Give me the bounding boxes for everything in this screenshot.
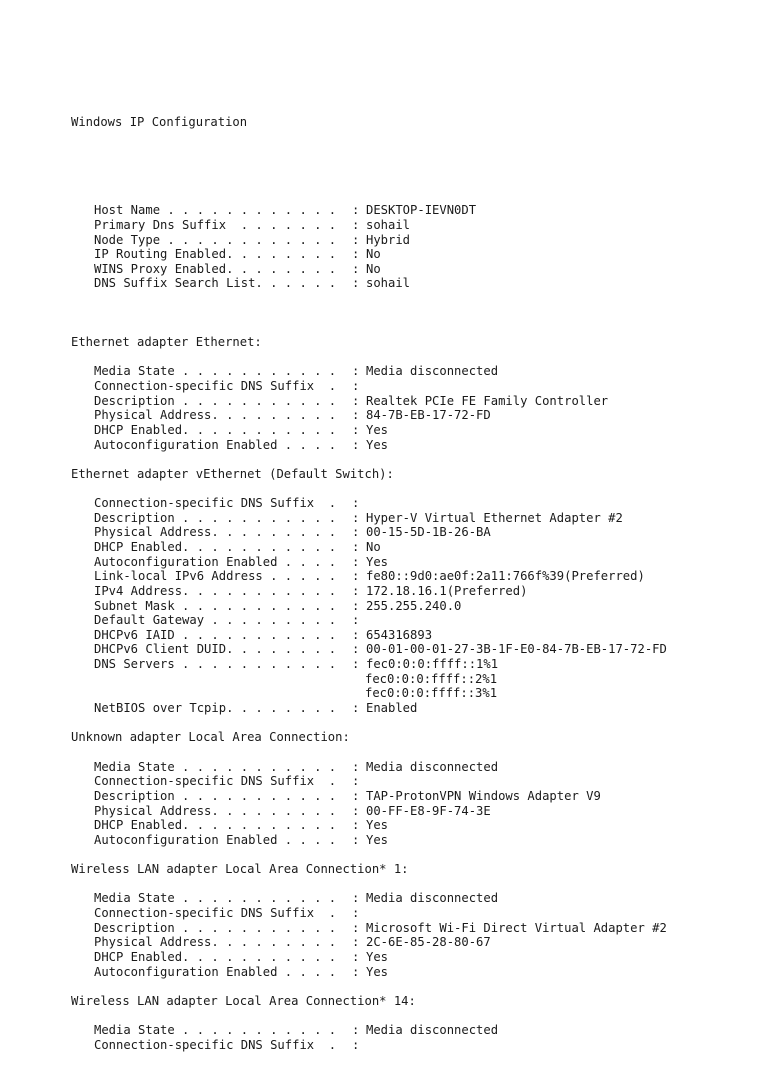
property-separator: : — [352, 642, 360, 657]
property-separator: : — [352, 598, 360, 613]
spacer — [71, 847, 768, 862]
property-value: sohail — [366, 217, 411, 232]
global-settings — [71, 203, 768, 291]
property-label: Connection-specific DNS Suffix . — [94, 378, 337, 393]
property-value: 172.18.16.1(Preferred) — [366, 583, 528, 598]
property-label: Media State . . . . . . . . . . . — [94, 1023, 337, 1038]
property-row — [71, 394, 768, 409]
property-label: WINS Proxy Enabled. . . . . . . . — [94, 261, 337, 276]
property-separator: : — [352, 657, 360, 672]
property-separator: : — [352, 393, 360, 408]
property-row — [71, 965, 768, 980]
property-separator: : — [352, 701, 360, 716]
property-row — [71, 569, 768, 584]
adapter-heading: Unknown adapter Local Area Connection: — [71, 730, 350, 745]
property-value: Yes — [366, 422, 389, 437]
property-value: 2C-6E-85-28-80-67 — [366, 935, 491, 950]
property-label: Physical Address. . . . . . . . . — [94, 408, 337, 423]
property-row — [71, 262, 768, 277]
property-label: DHCP Enabled. . . . . . . . . . . — [94, 818, 337, 833]
property-row — [71, 555, 768, 570]
property-value: fe80::9d0:ae0f:2a11:766f%39(Preferred) — [366, 569, 645, 584]
property-separator: : — [352, 378, 360, 393]
property-separator: : — [352, 510, 360, 525]
property-label: DHCPv6 Client DUID. . . . . . . . — [94, 642, 337, 657]
property-separator: : — [352, 935, 360, 950]
property-separator: : — [352, 613, 360, 628]
property-value: Hyper-V Virtual Ethernet Adapter #2 — [366, 510, 623, 525]
property-label: DNS Suffix Search List. . . . . . — [94, 276, 337, 291]
spacer — [71, 350, 768, 365]
property-label: Connection-specific DNS Suffix . — [94, 774, 337, 789]
property-row — [71, 247, 768, 262]
property-row — [71, 218, 768, 233]
property-separator: : — [352, 1037, 360, 1052]
property-row — [71, 921, 768, 936]
property-value: No — [366, 247, 381, 262]
property-separator: : — [352, 832, 360, 847]
adapter-heading: Ethernet adapter Ethernet: — [71, 335, 262, 350]
property-value: Yes — [366, 949, 389, 964]
property-value: TAP-ProtonVPN Windows Adapter V9 — [366, 788, 601, 803]
property-separator: : — [352, 261, 360, 276]
property-label: Description . . . . . . . . . . . — [94, 393, 337, 408]
property-value: Yes — [366, 818, 389, 833]
property-separator: : — [352, 247, 360, 262]
property-label: Description . . . . . . . . . . . — [94, 920, 337, 935]
spacer — [71, 716, 768, 731]
property-separator: : — [352, 554, 360, 569]
property-label: Media State . . . . . . . . . . . — [94, 891, 337, 906]
property-row — [71, 935, 768, 950]
property-separator: : — [352, 627, 360, 642]
property-row — [71, 774, 768, 789]
property-label: IP Routing Enabled. . . . . . . . — [94, 247, 337, 262]
property-row — [71, 906, 768, 921]
config-title: Windows IP Configuration — [71, 115, 248, 130]
property-value: Media disconnected — [366, 759, 499, 774]
property-label: DHCP Enabled. . . . . . . . . . . — [94, 539, 337, 554]
property-separator: : — [352, 203, 360, 218]
property-separator: : — [352, 539, 360, 554]
property-separator: : — [352, 774, 360, 789]
property-separator: : — [352, 422, 360, 437]
property-row — [71, 438, 768, 453]
property-separator: : — [352, 437, 360, 452]
property-label: Connection-specific DNS Suffix . — [94, 1037, 337, 1052]
property-value: 00-15-5D-1B-26-BA — [366, 525, 491, 540]
property-value: sohail — [366, 276, 411, 291]
property-value: Media disconnected — [366, 364, 499, 379]
property-row — [71, 525, 768, 540]
property-separator: : — [352, 759, 360, 774]
property-label: DHCP Enabled. . . . . . . . . . . — [94, 422, 337, 437]
property-row — [71, 496, 768, 511]
spacer — [71, 320, 768, 335]
property-row — [71, 950, 768, 965]
property-value: 84-7B-EB-17-72-FD — [366, 408, 491, 423]
property-value: DESKTOP-IEVN0DT — [366, 203, 477, 218]
property-separator: : — [352, 232, 360, 247]
property-value: No — [366, 261, 381, 276]
property-value: Enabled — [366, 701, 418, 716]
property-label: Node Type . . . . . . . . . . . . — [94, 232, 337, 247]
property-row — [71, 408, 768, 423]
property-row — [71, 1038, 768, 1053]
spacer — [71, 1008, 768, 1023]
property-label: Autoconfiguration Enabled . . . . — [94, 554, 337, 569]
property-row — [71, 540, 768, 555]
property-separator: : — [352, 583, 360, 598]
property-row — [71, 276, 768, 291]
spacer — [71, 877, 768, 892]
property-label: Autoconfiguration Enabled . . . . — [94, 832, 337, 847]
property-value: Hybrid — [366, 232, 411, 247]
property-row — [71, 789, 768, 804]
property-separator: : — [352, 949, 360, 964]
property-label: Connection-specific DNS Suffix . — [94, 496, 337, 511]
property-row — [71, 379, 768, 394]
property-label: Physical Address. . . . . . . . . — [94, 803, 337, 818]
property-row — [71, 701, 768, 716]
property-separator: : — [352, 803, 360, 818]
property-label: DNS Servers . . . . . . . . . . . — [94, 657, 337, 672]
property-row — [71, 760, 768, 775]
property-separator: : — [352, 788, 360, 803]
property-separator: : — [352, 364, 360, 379]
property-separator: : — [352, 1023, 360, 1038]
property-row — [71, 818, 768, 833]
property-value: 255.255.240.0 — [366, 598, 462, 613]
property-label: Media State . . . . . . . . . . . — [94, 364, 337, 379]
property-separator: : — [352, 525, 360, 540]
property-label: Default Gateway . . . . . . . . . — [94, 613, 337, 628]
property-row — [71, 584, 768, 599]
property-row — [71, 657, 768, 672]
property-value: 654316893 — [366, 627, 433, 642]
property-label: DHCP Enabled. . . . . . . . . . . — [94, 949, 337, 964]
property-label: Connection-specific DNS Suffix . — [94, 906, 337, 920]
property-label: Description . . . . . . . . . . . — [94, 510, 337, 525]
property-value: Realtek PCIe FE Family Controller — [366, 393, 609, 408]
property-label: Physical Address. . . . . . . . . — [94, 525, 337, 540]
property-label: NetBIOS over Tcpip. . . . . . . . — [94, 701, 337, 716]
adapter-heading: Wireless LAN adapter Local Area Connection* 14: — [71, 993, 416, 1008]
property-row — [71, 203, 768, 218]
property-value: Media disconnected — [366, 891, 499, 906]
adapter-heading: Wireless LAN adapter Local Area Connection* 1: — [71, 862, 409, 877]
adapter-heading: Ethernet adapter vEthernet (Default Switch): — [71, 466, 394, 481]
spacer — [71, 452, 768, 467]
property-value: Microsoft Wi-Fi Direct Virtual Adapter #2 — [366, 920, 667, 935]
property-row — [71, 599, 768, 614]
spacer — [71, 481, 768, 496]
property-label: IPv4 Address. . . . . . . . . . . — [94, 583, 337, 598]
property-label: Media State . . . . . . . . . . . — [94, 759, 337, 774]
spacer — [71, 979, 768, 994]
property-value: fec0:0:0:ffff::1%1 — [366, 657, 499, 672]
property-label: Physical Address. . . . . . . . . — [94, 935, 337, 950]
property-row — [71, 613, 768, 628]
property-label: Primary Dns Suffix . . . . . . . — [94, 217, 337, 232]
property-separator: : — [352, 569, 360, 584]
spacer — [71, 745, 768, 760]
property-separator: : — [352, 496, 360, 511]
property-value: Yes — [366, 437, 389, 452]
property-row — [71, 511, 768, 526]
property-value: Yes — [366, 832, 389, 847]
property-value: Yes — [366, 964, 389, 979]
property-label: Description . . . . . . . . . . . — [94, 788, 337, 803]
property-value: No — [366, 539, 381, 554]
property-row — [71, 804, 768, 819]
spacer — [71, 159, 768, 174]
property-label: Autoconfiguration Enabled . . . . — [94, 437, 337, 452]
ipconfig-output — [71, 86, 768, 1067]
property-separator: : — [352, 217, 360, 232]
property-value-continued: fec0:0:0:ffff::2%1 — [365, 671, 498, 686]
property-separator: : — [352, 891, 360, 906]
property-value: Media disconnected — [366, 1023, 499, 1038]
property-separator: : — [352, 920, 360, 935]
property-separator: : — [352, 276, 360, 291]
adapter-list — [71, 320, 768, 1052]
property-row — [71, 423, 768, 438]
property-row — [71, 642, 768, 657]
property-label: Link-local IPv6 Address . . . . . — [94, 569, 337, 584]
property-row — [71, 1023, 768, 1038]
property-separator: : — [352, 408, 360, 423]
property-label: Host Name . . . . . . . . . . . . — [94, 203, 337, 218]
property-separator: : — [352, 906, 360, 920]
property-value-continued: fec0:0:0:ffff::3%1 — [365, 686, 498, 701]
property-separator: : — [352, 964, 360, 979]
property-row — [71, 233, 768, 248]
property-label: Autoconfiguration Enabled . . . . — [94, 964, 337, 979]
property-row — [71, 628, 768, 643]
property-value: Yes — [366, 554, 389, 569]
property-row — [71, 891, 768, 906]
property-label: Subnet Mask . . . . . . . . . . . — [94, 598, 337, 613]
property-value: 00-01-00-01-27-3B-1F-E0-84-7B-EB-17-72-FD — [366, 642, 667, 657]
property-value: 00-FF-E8-9F-74-3E — [366, 803, 491, 818]
property-label: DHCPv6 IAID . . . . . . . . . . . — [94, 627, 337, 642]
property-row — [71, 364, 768, 379]
property-row — [71, 833, 768, 848]
property-separator: : — [352, 818, 360, 833]
